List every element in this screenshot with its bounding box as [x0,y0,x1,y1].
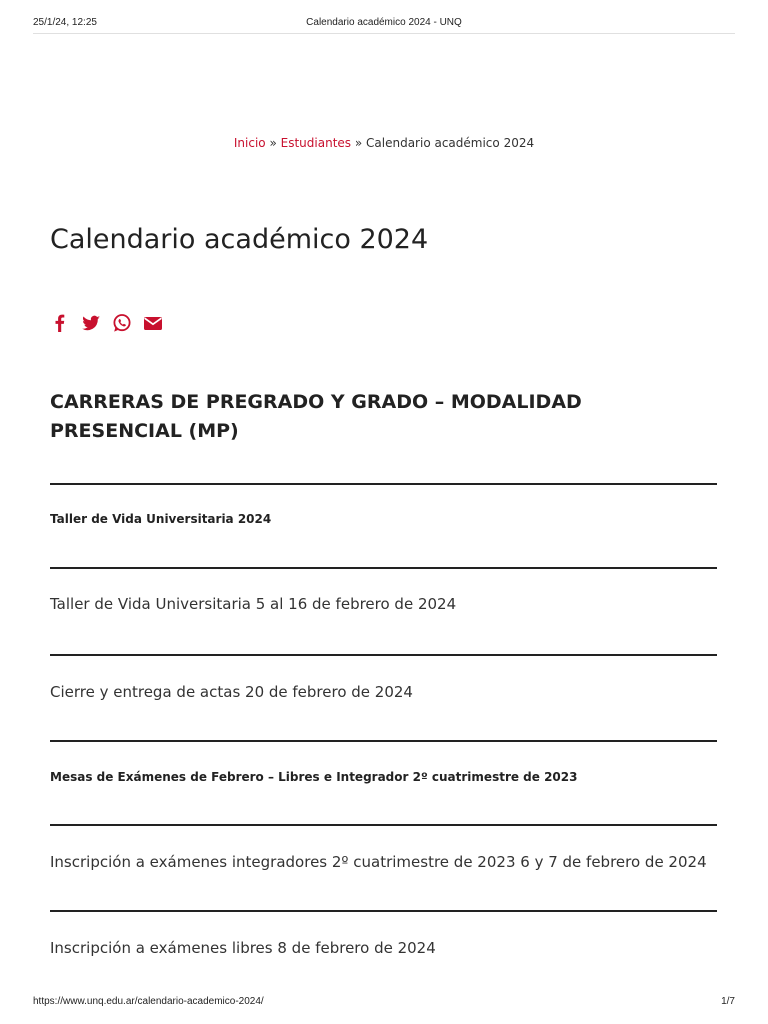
breadcrumb-separator: » [265,136,281,150]
row-divider [50,824,717,826]
row-divider [50,740,717,742]
header-divider [33,33,735,34]
calendar-row: Taller de Vida Universitaria 5 al 16 de febrero de 2024 [50,595,457,613]
calendar-group-title: Mesas de Exámenes de Febrero – Libres e Integrador 2º cuatrimestre de 2023 [50,770,578,784]
whatsapp-icon[interactable] [112,313,132,333]
twitter-icon[interactable] [81,313,101,333]
calendar-row: Inscripción a exámenes libres 8 de febrero de 2024 [50,939,436,957]
facebook-icon[interactable] [50,313,70,333]
print-url: https://www.unq.edu.ar/calendario-academico-2024/ [33,996,264,1007]
print-header [33,17,735,31]
breadcrumb [0,136,768,150]
print-datetime: 25/1/24, 12:25 [33,17,97,28]
row-divider [50,567,717,569]
email-icon[interactable] [143,313,163,333]
share-bar [50,312,163,334]
row-divider [50,654,717,656]
calendar-group-title: Taller de Vida Universitaria 2024 [50,512,272,526]
breadcrumb-home-link[interactable]: Inicio [233,136,266,150]
row-divider [50,910,717,912]
print-footer [33,996,735,1010]
breadcrumb-current: Calendario académico 2024 [366,136,535,150]
breadcrumb-separator: » [351,136,367,150]
calendar-row: Cierre y entrega de actas 20 de febrero de 2024 [50,683,413,701]
page-title: Calendario académico 2024 [50,224,429,255]
breadcrumb-students-link[interactable]: Estudiantes [280,136,352,150]
print-doc-title: Calendario académico 2024 - UNQ [306,17,462,28]
row-divider [50,483,717,485]
print-page-number: 1/7 [721,996,735,1007]
section-heading: CARRERAS DE PREGRADO Y GRADO – MODALIDAD PRESENCIAL (MP) [50,391,582,442]
calendar-row: Inscripción a exámenes integradores 2º cuatrimestre de 2023 6 y 7 de febrero de 2024 [50,853,707,871]
